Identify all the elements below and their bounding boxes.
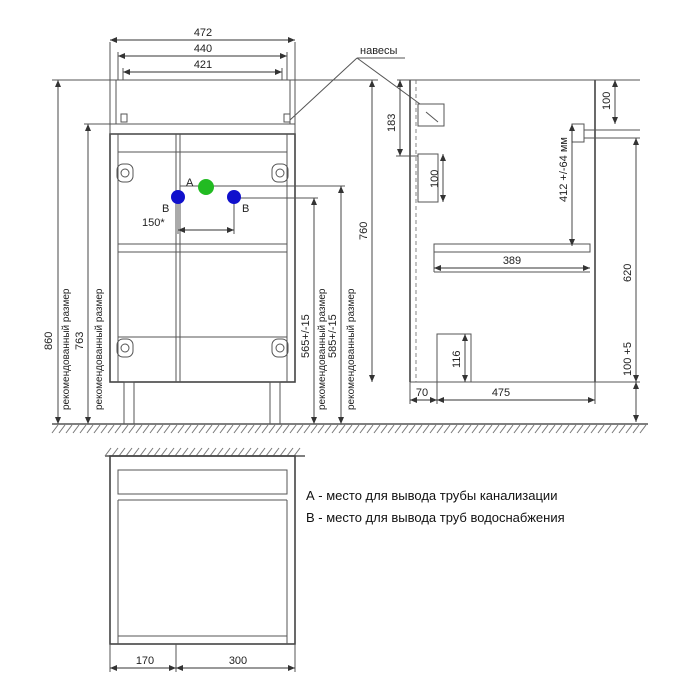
floor-hatch — [105, 448, 111, 456]
floor-hatch — [388, 425, 394, 433]
dim-412: 412 +/-64 мм — [558, 137, 570, 202]
floor-hatch — [147, 448, 153, 456]
dim-100-left: 100 — [429, 169, 441, 188]
dim-100-top: 100 — [601, 91, 613, 110]
floor-hatch — [185, 425, 191, 433]
marker-b-left-label: B — [162, 203, 170, 215]
hinge-top-right-icon — [272, 164, 288, 182]
floor-hatch — [458, 425, 464, 433]
floor-hatch — [241, 425, 247, 433]
floor-hatch — [381, 425, 387, 433]
plan-view — [105, 448, 305, 672]
side-handle — [572, 124, 584, 142]
floor-hatch — [353, 425, 359, 433]
floor-hatch — [346, 425, 352, 433]
floor-hatch — [252, 448, 258, 456]
floor-hatch — [493, 425, 499, 433]
floor-hatch — [129, 425, 135, 433]
floor-hatch — [238, 448, 244, 456]
hinges-leader — [290, 58, 357, 120]
dim-421: 421 — [193, 59, 213, 71]
legend — [306, 488, 565, 525]
hinge-bottom-right-icon — [272, 339, 288, 357]
floor-hatch — [542, 425, 548, 433]
floor-hatch — [633, 425, 639, 433]
floor-hatch — [479, 425, 485, 433]
floor-hatch — [290, 425, 296, 433]
floor-hatch — [231, 448, 237, 456]
dim-440: 440 — [193, 43, 213, 55]
floor-hatch — [584, 425, 590, 433]
mount-left — [121, 114, 127, 122]
floor-hatch — [227, 425, 233, 433]
floor-hatch — [266, 448, 272, 456]
floor-hatch — [311, 425, 317, 433]
floor-hatch — [318, 425, 324, 433]
floor-hatch — [112, 448, 118, 456]
floor-hatch — [259, 448, 265, 456]
dim-585: 585+/-15 — [327, 314, 339, 358]
floor-hatch — [521, 425, 527, 433]
dim-389: 389 — [502, 255, 522, 267]
basin-outline — [116, 80, 290, 124]
dim-116: 116 — [451, 350, 463, 368]
dim-300: 300 — [228, 655, 248, 667]
floor-hatch — [126, 448, 132, 456]
floor-hatch — [465, 425, 471, 433]
floor-hatch — [280, 448, 286, 456]
leg-left — [124, 382, 134, 424]
floor-hatch — [556, 425, 562, 433]
floor-hatch — [451, 425, 457, 433]
floor-hatch — [140, 448, 146, 456]
floor-hatch — [374, 425, 380, 433]
floor-hatch — [444, 425, 450, 433]
floor-hatch — [224, 448, 230, 456]
floor-hatch — [297, 425, 303, 433]
dim-472: 472 — [193, 27, 213, 39]
floor-hatch — [304, 425, 310, 433]
floor-hatch — [192, 425, 198, 433]
floor-hatch — [486, 425, 492, 433]
floor-hatch — [507, 425, 513, 433]
dim-860-note: рекомендованный размер — [61, 288, 72, 410]
floor-hatch — [210, 448, 216, 456]
floor-hatch — [332, 425, 338, 433]
hinges-label: навесы — [360, 45, 398, 57]
floor-hatch — [119, 448, 125, 456]
floor-hatch — [514, 425, 520, 433]
floor-hatch — [203, 448, 209, 456]
floor-hatch — [87, 425, 93, 433]
floor-hatch — [66, 425, 72, 433]
floor-hatch — [591, 425, 597, 433]
dim-763-note: рекомендованный размер — [94, 288, 105, 410]
dim-70: 70 — [415, 387, 429, 399]
side-view — [386, 80, 640, 422]
floor-hatch — [133, 448, 139, 456]
floor-hatch — [115, 425, 121, 433]
cabinet-body — [110, 134, 295, 382]
floor-hatch — [59, 425, 65, 433]
floor-hatch — [577, 425, 583, 433]
floor-hatch — [528, 425, 534, 433]
floor-hatch — [154, 448, 160, 456]
legend-water: В - место для вывода труб водоснабжения — [306, 510, 565, 525]
floor-hatch — [598, 425, 604, 433]
wall-bracket — [418, 104, 444, 126]
dim-183: 183 — [386, 113, 398, 132]
marker-b-right-label: B — [242, 203, 250, 215]
water-outlet-right-marker — [227, 190, 241, 204]
water-outlet-left-marker — [171, 190, 185, 204]
leg-right — [270, 382, 280, 424]
sewer-outlet-marker — [198, 179, 214, 195]
dim-585-note: рекомендованный размер — [346, 288, 357, 410]
floor-hatch — [108, 425, 114, 433]
floor — [52, 424, 648, 433]
floor-hatch — [136, 425, 142, 433]
floor-hatch — [122, 425, 128, 433]
floor-hatch — [605, 425, 611, 433]
floor-hatch — [472, 425, 478, 433]
floor-hatch — [563, 425, 569, 433]
floor-hatch — [640, 425, 646, 433]
floor-hatch — [437, 425, 443, 433]
floor-hatch — [143, 425, 149, 433]
dim-620: 620 — [622, 263, 634, 282]
floor-hatch — [178, 425, 184, 433]
floor-hatch — [360, 425, 366, 433]
floor-hatch — [220, 425, 226, 433]
floor-hatch — [423, 425, 429, 433]
floor-hatch — [549, 425, 555, 433]
side-shelf — [434, 244, 590, 252]
floor-hatch — [570, 425, 576, 433]
floor-hatch — [283, 425, 289, 433]
floor-hatch — [294, 448, 300, 456]
floor-hatch — [189, 448, 195, 456]
floor-hatch — [500, 425, 506, 433]
floor-hatch — [94, 425, 100, 433]
floor-hatch — [430, 425, 436, 433]
floor-hatch — [325, 425, 331, 433]
hinge-bottom-left-icon — [117, 339, 133, 357]
floor-hatch — [245, 448, 251, 456]
dim-475: 475 — [491, 387, 511, 399]
floor-hatch — [409, 425, 415, 433]
floor-hatch — [164, 425, 170, 433]
floor-hatch — [206, 425, 212, 433]
floor-hatch — [619, 425, 625, 433]
floor-hatch — [161, 448, 167, 456]
floor-hatch — [80, 425, 86, 433]
floor-hatch — [612, 425, 618, 433]
floor-hatch — [287, 448, 293, 456]
legend-sewer: А - место для вывода трубы канализации — [306, 488, 558, 503]
floor-hatch — [213, 425, 219, 433]
floor-hatch — [175, 448, 181, 456]
dim-150: 150* — [142, 217, 165, 229]
floor-hatch — [416, 425, 422, 433]
floor-hatch — [248, 425, 254, 433]
floor-hatch — [276, 425, 282, 433]
floor-hatch — [101, 425, 107, 433]
floor-hatch — [367, 425, 373, 433]
floor-hatch — [157, 425, 163, 433]
floor-hatch — [199, 425, 205, 433]
floor-hatch — [182, 448, 188, 456]
floor-hatch — [73, 425, 79, 433]
floor-hatch — [535, 425, 541, 433]
front-view — [43, 27, 420, 424]
floor-hatch — [171, 425, 177, 433]
dim-763: 763 — [74, 331, 86, 350]
dim-565: 565+/-15 — [300, 314, 312, 358]
dim-565-note: рекомендованный размер — [317, 288, 328, 410]
floor-hatch — [234, 425, 240, 433]
marker-a-label: A — [186, 177, 194, 189]
dim-170: 170 — [135, 655, 155, 667]
floor-hatch — [395, 425, 401, 433]
dim-100-bottom: 100 +5 — [622, 342, 634, 376]
dim-860: 860 — [43, 331, 55, 350]
floor-hatch — [150, 425, 156, 433]
floor-hatch — [402, 425, 408, 433]
hinge-top-left-icon — [117, 164, 133, 182]
floor-hatch — [196, 448, 202, 456]
floor-hatch — [168, 448, 174, 456]
floor-hatch — [52, 425, 58, 433]
floor-hatch — [262, 425, 268, 433]
floor-hatch — [626, 425, 632, 433]
plan-outline — [110, 456, 295, 644]
plan-top-rail — [118, 470, 287, 494]
floor-hatch — [273, 448, 279, 456]
floor-hatch — [217, 448, 223, 456]
floor-hatch — [269, 425, 275, 433]
floor-hatch — [339, 425, 345, 433]
dim-760: 760 — [358, 221, 370, 240]
floor-hatch — [255, 425, 261, 433]
mount-right — [284, 114, 290, 122]
